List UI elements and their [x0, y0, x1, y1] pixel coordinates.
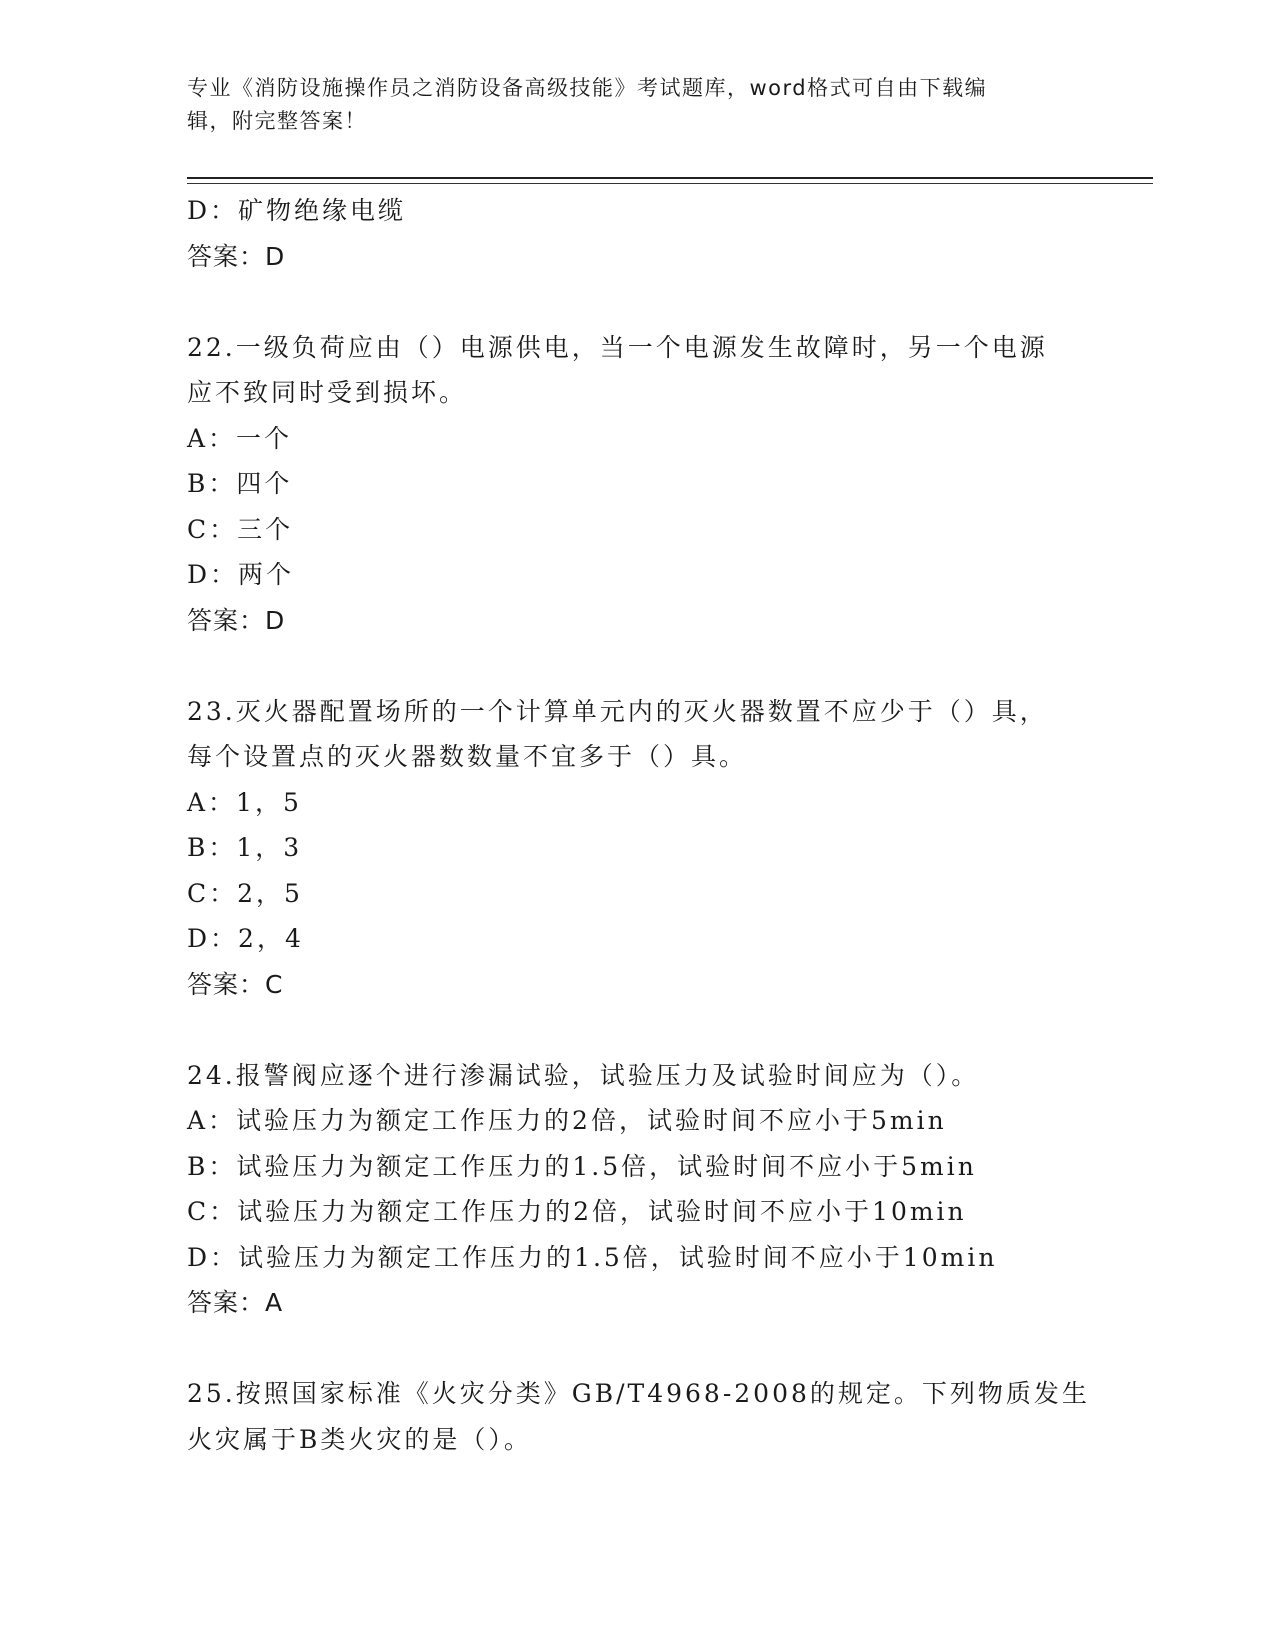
option-b: B：1，3	[187, 833, 303, 862]
option-d: D：2，4	[187, 924, 304, 953]
spacer	[187, 1007, 1087, 1053]
answer-line: 答案：C	[187, 969, 284, 999]
option-d: D：试验压力为额定工作压力的1.5倍，试验时间不应小于10min	[187, 1242, 998, 1272]
option-a: A：一个	[187, 423, 293, 453]
answer-line: 答案：D	[187, 241, 286, 271]
header-divider-thick	[187, 177, 1153, 179]
question-stem-line-2: 应不致同时受到损坏。	[187, 378, 468, 407]
answer-line: 答案：A	[187, 1288, 284, 1317]
question-stem-line-2: 火灾属于B类火灾的是（）。	[187, 1424, 532, 1454]
header-title-line-2: 辑，附完整答案！	[187, 109, 367, 133]
answer-line: 答案：D	[187, 605, 286, 635]
option-c: C：2，5	[187, 878, 303, 908]
option-c: C：试验压力为额定工作压力的2倍，试验时间不应小于10min	[187, 1197, 967, 1226]
option-a: A：1，5	[187, 787, 302, 817]
option-a: A：试验压力为额定工作压力的2倍，试验时间不应小于5min	[187, 1106, 947, 1135]
question-stem-line-2: 每个设置点的灭火器数数量不宜多于（）具。	[187, 742, 748, 771]
question-stem-line-1: 22.一级负荷应由（）电源供电，当一个电源发生故障时，另一个电源	[187, 332, 1048, 362]
option-d: D：矿物绝缘电缆	[187, 196, 407, 225]
question-stem-line-1: 23.灭火器配置场所的一个计算单元内的灭火器数置不应少于（）具，	[187, 696, 1048, 726]
spacer	[187, 643, 1087, 689]
header-divider-thin	[187, 183, 1153, 184]
spacer	[187, 1326, 1087, 1372]
option-b: B：试验压力为额定工作压力的1.5倍，试验时间不应小于5min	[187, 1151, 977, 1181]
question-24	[187, 1053, 1087, 1326]
option-d: D：两个	[187, 560, 295, 589]
question-22	[187, 325, 1087, 644]
question-23	[187, 689, 1087, 1008]
question-stem-line-1: 24.报警阀应逐个进行渗漏试验，试验压力及试验时间应为（）。	[187, 1060, 980, 1090]
spacer	[187, 279, 1087, 325]
question-25	[187, 1371, 1090, 1462]
question-stem-line-1: 25.按照国家标准《火灾分类》GB/T4968-2008的规定。下列物质发生	[187, 1379, 1090, 1408]
option-b: B：四个	[187, 469, 293, 498]
document-header	[187, 72, 1067, 138]
option-c: C：三个	[187, 514, 294, 544]
header-title-line-1: 专业《消防设施操作员之消防设备高级技能》考试题库，word格式可自由下载编	[187, 76, 988, 100]
question-list	[187, 188, 1090, 1462]
